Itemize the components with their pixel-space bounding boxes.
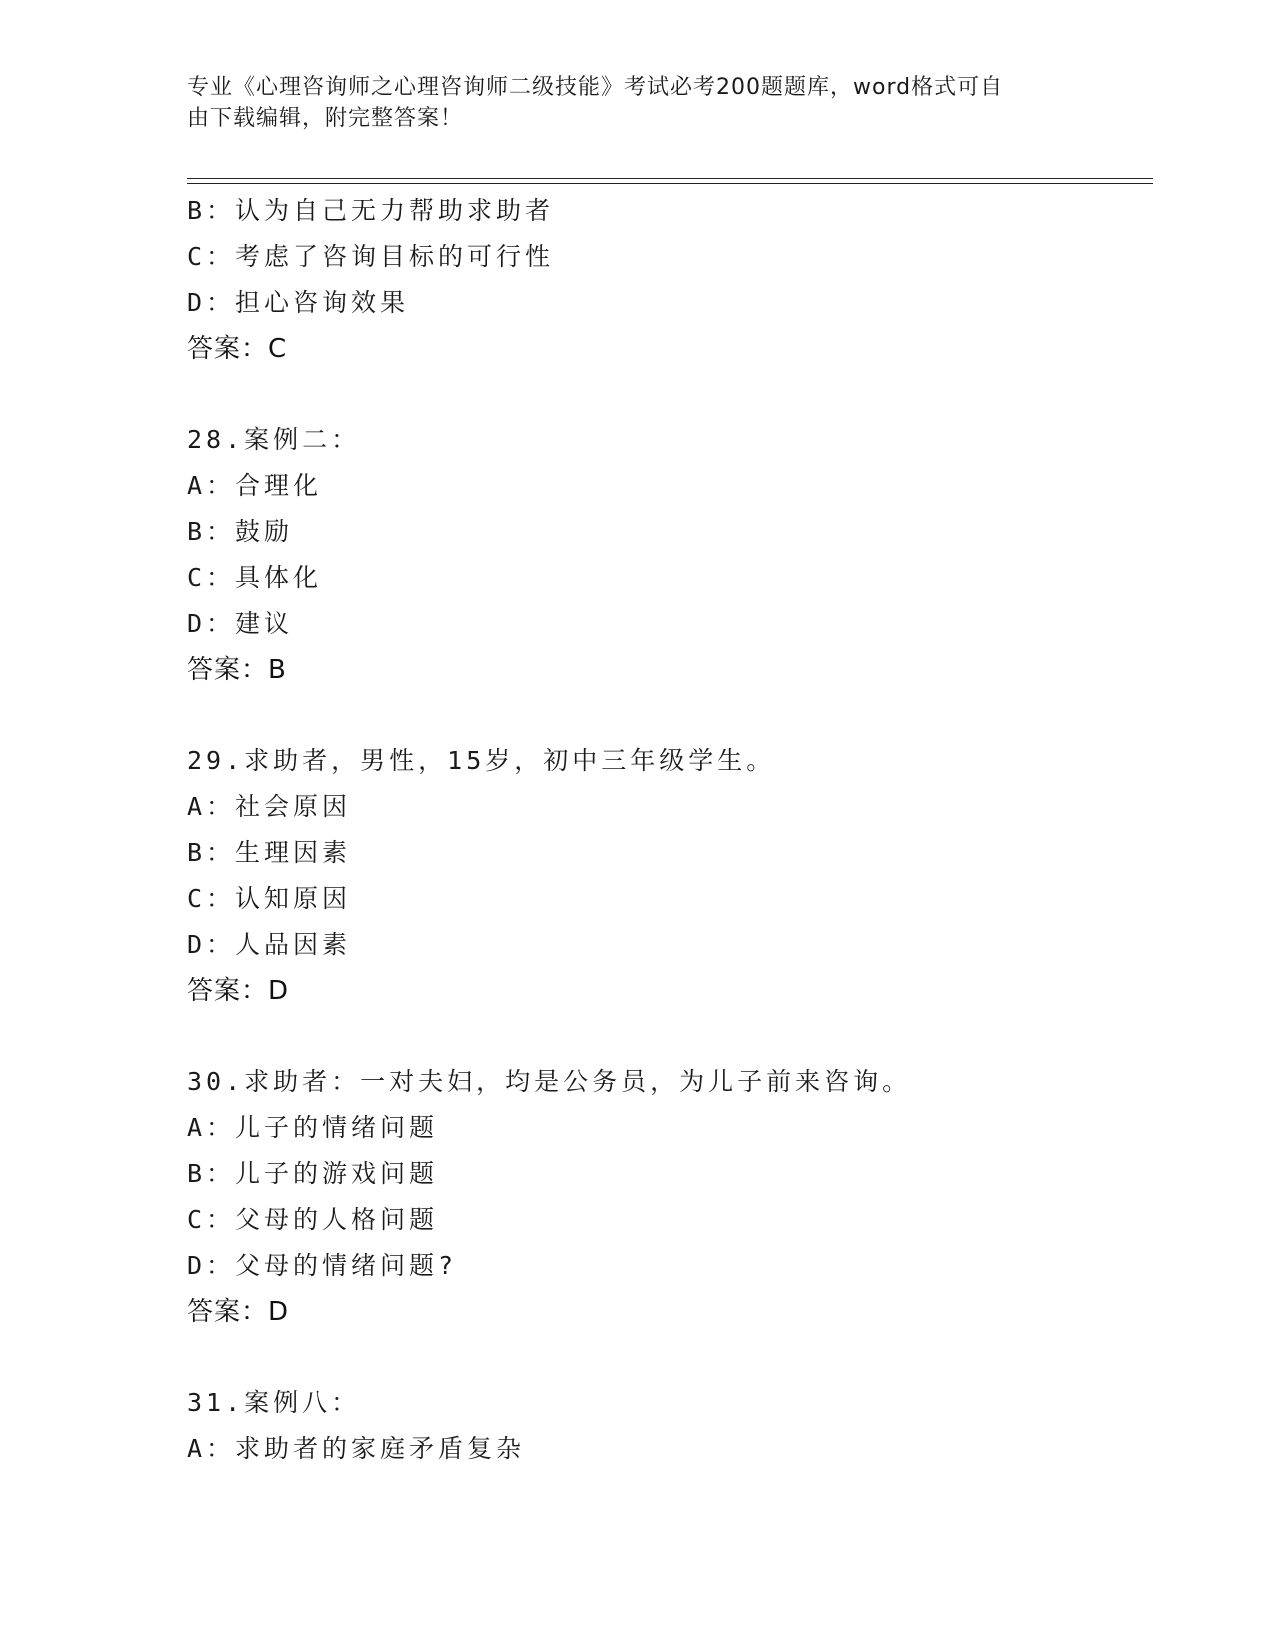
header-divider-bottom — [187, 183, 1153, 184]
answer-line: 答案：B — [187, 655, 287, 685]
option-d: D：人品因素 — [187, 930, 352, 959]
header-line-2: 由下载编辑，附完整答案！ — [187, 106, 464, 131]
option-c: C：考虑了咨询目标的可行性 — [187, 242, 555, 271]
spacer — [187, 372, 1147, 417]
question-stem: 31.案例八： — [187, 1388, 361, 1417]
answer-line: 答案：C — [187, 334, 288, 364]
question-block-27 — [187, 188, 1147, 372]
answer-line: 答案：D — [187, 1297, 290, 1327]
option-c: C：具体化 — [187, 563, 323, 592]
option-b: B：生理因素 — [187, 838, 352, 867]
answer-line: 答案：D — [187, 976, 290, 1006]
question-list — [187, 188, 1147, 1472]
question-block-31 — [187, 1380, 1147, 1472]
option-c: C：认知原因 — [187, 884, 352, 913]
option-d: D：父母的情绪问题? — [187, 1251, 458, 1280]
option-d: D：建议 — [187, 609, 294, 638]
question-stem: 28.案例二： — [187, 425, 361, 454]
question-stem: 29.求助者，男性，15岁，初中三年级学生。 — [187, 746, 776, 775]
spacer — [187, 1335, 1147, 1380]
option-b: B：儿子的游戏问题 — [187, 1159, 439, 1188]
option-a: A：儿子的情绪问题 — [187, 1113, 439, 1142]
spacer — [187, 693, 1147, 738]
option-b: B：认为自己无力帮助求助者 — [187, 196, 555, 225]
header-line-1: 专业《心理咨询师之心理咨询师二级技能》考试必考200题题库，word格式可自 — [187, 75, 1004, 100]
option-c: C：父母的人格问题 — [187, 1205, 439, 1234]
question-block-28 — [187, 417, 1147, 693]
option-a: A：合理化 — [187, 471, 323, 500]
option-a: A：社会原因 — [187, 792, 352, 821]
option-a: A：求助者的家庭矛盾复杂 — [187, 1434, 526, 1463]
spacer — [187, 1014, 1147, 1059]
question-block-30 — [187, 1059, 1147, 1335]
document-header — [187, 72, 1067, 134]
question-stem: 30.求助者：一对夫妇，均是公务员，为儿子前来咨询。 — [187, 1067, 912, 1096]
question-block-29 — [187, 738, 1147, 1014]
option-b: B：鼓励 — [187, 517, 294, 546]
header-divider-top — [187, 178, 1153, 179]
option-d: D：担心咨询效果 — [187, 288, 410, 317]
